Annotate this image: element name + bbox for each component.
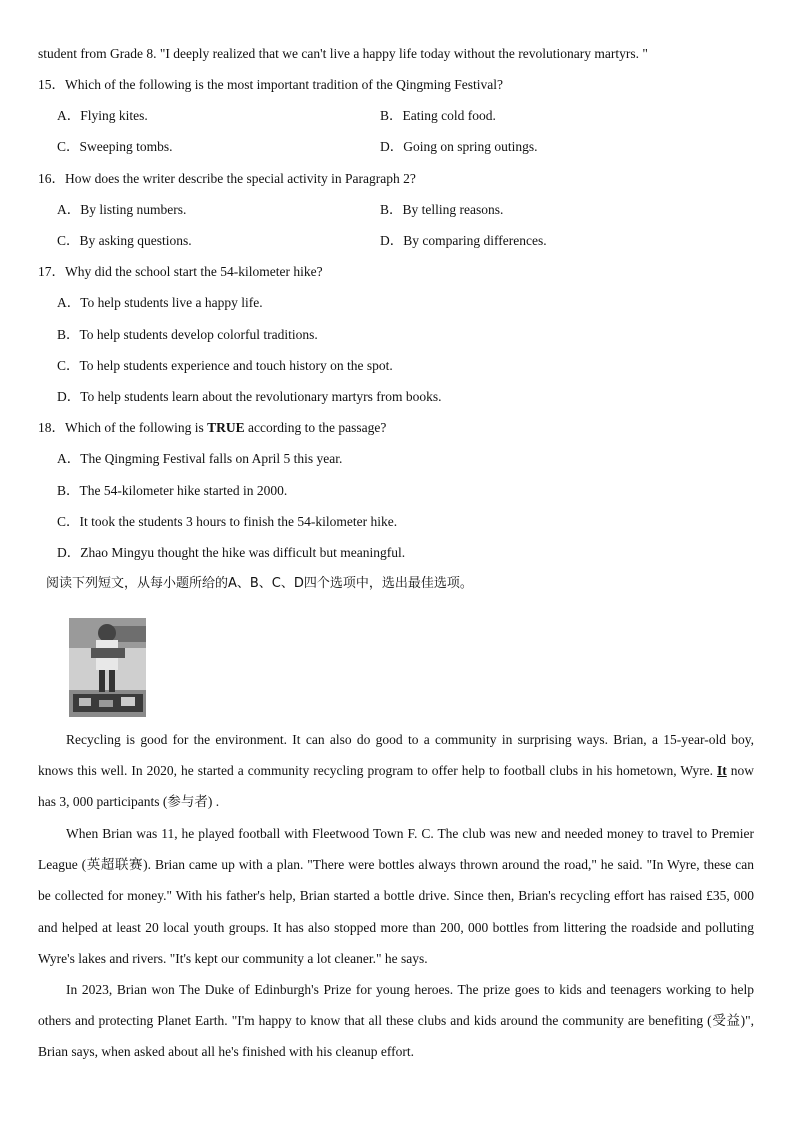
question-stem: Why did the school start the 54-kilometer hike? <box>65 264 323 279</box>
option-18d: D．Zhao Mingyu thought the hike was difficult but meaningful. <box>57 545 406 560</box>
question-15 <box>38 76 503 94</box>
option-17d: D．To help students learn about the revolutionary martyrs from books. <box>57 389 442 404</box>
continuation-line: student from Grade 8. "I deeply realized that we can't live a happy life today without the revolutionary martyrs. " <box>38 46 648 61</box>
option-18a: A．The Qingming Festival falls on April 5 this year. <box>57 451 343 466</box>
option-16b: B．By telling reasons. <box>380 202 504 217</box>
question-stem: Which of the following is the most important tradition of the Qingming Festival? <box>65 77 503 92</box>
question-number: 16． <box>38 171 65 186</box>
question-stem-emphasis: TRUE <box>207 420 245 435</box>
passage-paragraph-3: In 2023, Brian won The Duke of Edinburgh's Prize for young heroes. The prize goes to kids and teenagers working to help others and protecting Planet Earth. "I'm happy to know that all these clubs and kids around the community are benefiting (受益)", Brian says, when asked about all he's finished with his cleanup effort. <box>38 982 754 1060</box>
option-15c: C．Sweeping tombs. <box>57 139 173 154</box>
question-17 <box>38 263 323 281</box>
option-16d: D．By comparing differences. <box>380 233 547 248</box>
option-18b: B．The 54-kilometer hike started in 2000. <box>57 483 288 498</box>
option-15b: B．Eating cold food. <box>380 108 496 123</box>
option-15a: A．Flying kites. <box>57 108 148 123</box>
option-17b: B．To help students develop colorful traditions. <box>57 327 318 342</box>
paragraph-text: now has 3, 000 participants (参与者) . <box>38 763 754 810</box>
underlined-word: It <box>716 763 727 779</box>
passage-paragraph-2: When Brian was 11, he played football with Fleetwood Town F. C. The club was new and needed money to travel to Premier League (英超联赛). Brian came up with a plan. "There were bottles always thrown around the road," he said. "In Wyre, these can be collected for money." With his father's help, Brian started a bottle drive. Since then, Brian's recycling effort has raised £35, 000 and helped at least 20 local youth groups. It has also stopped more than 200, 000 bottles from littering the roadside and polluting Wyre's lakes and rivers. "It's kept our community a lot cleaner." he says. <box>38 826 754 966</box>
option-17a: A．To help students live a happy life. <box>57 295 263 310</box>
option-16c: C．By asking questions. <box>57 233 192 248</box>
option-17c: C．To help students experience and touch history on the spot. <box>57 358 393 373</box>
boy-recycling-photo <box>69 618 146 717</box>
option-15d: D．Going on spring outings. <box>380 139 538 154</box>
section-instruction: 阅读下列短文，从每小题所给的A、B、C、D四个选项中，选出最佳选项。 <box>46 576 473 591</box>
question-stem: How does the writer describe the special activity in Paragraph 2? <box>65 171 416 186</box>
question-18 <box>38 419 386 437</box>
option-18c: C．It took the students 3 hours to finish the 54-kilometer hike. <box>57 514 398 529</box>
question-number: 18． <box>38 420 65 435</box>
question-stem-pre: Which of the following is <box>65 420 208 435</box>
option-16a: A．By listing numbers. <box>57 202 187 217</box>
question-16 <box>38 170 416 188</box>
question-stem-post: according to the passage? <box>244 420 387 435</box>
paragraph-text: Recycling is good for the environment. It can also do good to a community in surprising ways. Brian, a 15-year-old boy, knows this well. In 2020, he started a community recycling program to offer help to football clubs in his hometown, Wyre. <box>38 732 754 779</box>
passage-paragraph-1 <box>38 724 754 818</box>
question-number: 17． <box>38 264 65 279</box>
question-number: 15． <box>38 77 65 92</box>
